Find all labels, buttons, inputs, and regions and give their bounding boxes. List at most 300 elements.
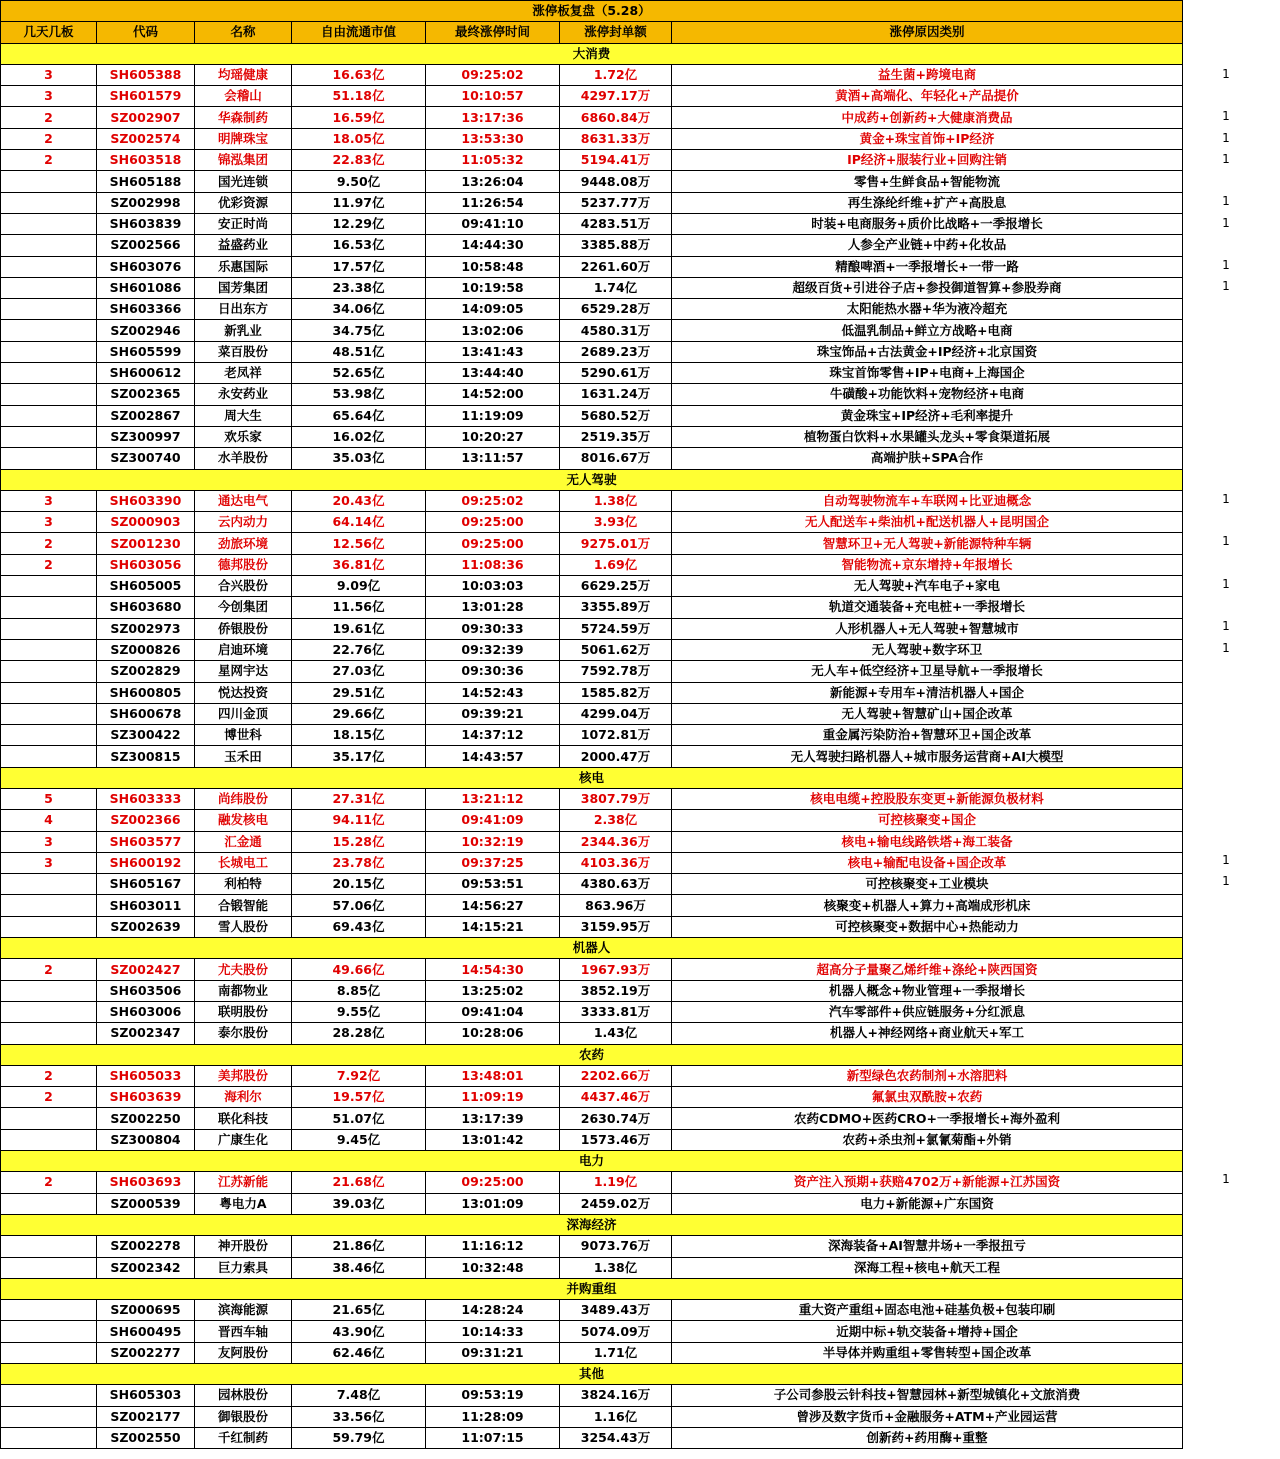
cell-code: SZ000539 — [97, 1193, 195, 1214]
cell-final-limit-time: 13:17:39 — [426, 1108, 560, 1129]
cell-code: SH603680 — [97, 597, 195, 618]
cell-name: 合锻智能 — [195, 895, 292, 916]
cell-name: 劲旅环境 — [195, 533, 292, 554]
cell-days — [1, 213, 97, 234]
cell-final-limit-time: 09:30:36 — [426, 661, 560, 682]
cell-final-limit-time: 11:28:09 — [426, 1406, 560, 1427]
cell-code: SZ300997 — [97, 426, 195, 447]
cell-reason: 可控核聚变+国企 — [672, 810, 1183, 831]
cell-free-float-cap: 51.07亿 — [292, 1108, 426, 1129]
cell-seal-amount: 1072.81万 — [560, 725, 672, 746]
cell-code: SH605005 — [97, 576, 195, 597]
cell-final-limit-time: 11:19:09 — [426, 405, 560, 426]
cell-days — [1, 639, 97, 660]
cell-final-limit-time: 14:15:21 — [426, 916, 560, 937]
cell-code: SH605033 — [97, 1065, 195, 1086]
cell-name: 博世科 — [195, 725, 292, 746]
side-mark: 1 — [1222, 874, 1230, 889]
cell-days: 2 — [1, 554, 97, 575]
cell-name: 友阿股份 — [195, 1342, 292, 1363]
cell-free-float-cap: 65.64亿 — [292, 405, 426, 426]
cell-free-float-cap: 43.90亿 — [292, 1321, 426, 1342]
cell-name: 国光连锁 — [195, 171, 292, 192]
cell-days — [1, 725, 97, 746]
cell-code: SZ002347 — [97, 1023, 195, 1044]
cell-seal-amount: 1.38亿 — [560, 1257, 672, 1278]
cell-free-float-cap: 18.05亿 — [292, 128, 426, 149]
cell-days — [1, 1385, 97, 1406]
cell-seal-amount: 5680.52万 — [560, 405, 672, 426]
table-row — [1, 490, 1183, 511]
cell-name: 德邦股份 — [195, 554, 292, 575]
cell-seal-amount: 4297.17万 — [560, 86, 672, 107]
cell-code: SZ002277 — [97, 1342, 195, 1363]
cell-days: 3 — [1, 831, 97, 852]
cell-free-float-cap: 7.48亿 — [292, 1385, 426, 1406]
cell-seal-amount: 2630.74万 — [560, 1108, 672, 1129]
cell-days — [1, 1193, 97, 1214]
cell-seal-amount: 6529.28万 — [560, 299, 672, 320]
table-row — [1, 554, 1183, 575]
cell-reason: 无人配送车+柴油机+配送机器人+昆明国企 — [672, 512, 1183, 533]
side-mark: 1 — [1222, 619, 1230, 634]
cell-seal-amount: 2689.23万 — [560, 341, 672, 362]
cell-free-float-cap: 21.65亿 — [292, 1300, 426, 1321]
cell-free-float-cap: 23.78亿 — [292, 852, 426, 873]
cell-final-limit-time: 11:08:36 — [426, 554, 560, 575]
table-row — [1, 192, 1183, 213]
cell-name: 会稽山 — [195, 86, 292, 107]
cell-final-limit-time: 14:09:05 — [426, 299, 560, 320]
cell-seal-amount: 3852.19万 — [560, 980, 672, 1001]
cell-reason: 牛磺酸+功能饮料+宠物经济+电商 — [672, 384, 1183, 405]
table-row — [1, 661, 1183, 682]
cell-free-float-cap: 20.15亿 — [292, 874, 426, 895]
cell-seal-amount: 4299.04万 — [560, 703, 672, 724]
cell-reason: 无人驾驶+数字环卫 — [672, 639, 1183, 660]
cell-days: 2 — [1, 959, 97, 980]
cell-code: SH603639 — [97, 1087, 195, 1108]
cell-final-limit-time: 10:32:48 — [426, 1257, 560, 1278]
cell-days — [1, 384, 97, 405]
cell-name: 益盛药业 — [195, 235, 292, 256]
cell-days — [1, 1129, 97, 1150]
cell-days — [1, 618, 97, 639]
cell-seal-amount: 8016.67万 — [560, 448, 672, 469]
cell-name: 晋西车轴 — [195, 1321, 292, 1342]
section-title: 无人驾驶 — [1, 469, 1183, 490]
table-row — [1, 299, 1183, 320]
cell-code: SH603518 — [97, 150, 195, 171]
cell-seal-amount: 4283.51万 — [560, 213, 672, 234]
header-free-float-cap: 自由流通市值 — [292, 22, 426, 43]
cell-free-float-cap: 52.65亿 — [292, 363, 426, 384]
cell-free-float-cap: 9.45亿 — [292, 1129, 426, 1150]
cell-reason: IP经济+服装行业+回购注销 — [672, 150, 1183, 171]
cell-free-float-cap: 62.46亿 — [292, 1342, 426, 1363]
cell-code: SZ000826 — [97, 639, 195, 660]
cell-seal-amount: 863.96万 — [560, 895, 672, 916]
cell-days — [1, 1406, 97, 1427]
cell-free-float-cap: 48.51亿 — [292, 341, 426, 362]
table-row — [1, 64, 1183, 85]
cell-seal-amount: 1.72亿 — [560, 64, 672, 85]
section-row — [1, 43, 1183, 64]
cell-days: 3 — [1, 852, 97, 873]
cell-seal-amount: 1631.24万 — [560, 384, 672, 405]
cell-final-limit-time: 11:16:12 — [426, 1236, 560, 1257]
cell-final-limit-time: 14:43:57 — [426, 746, 560, 767]
cell-final-limit-time: 13:26:04 — [426, 171, 560, 192]
cell-code: SZ002946 — [97, 320, 195, 341]
cell-reason: 半导体并购重组+零售转型+国企改革 — [672, 1342, 1183, 1363]
cell-code: SH600192 — [97, 852, 195, 873]
cell-seal-amount: 1585.82万 — [560, 682, 672, 703]
table-row — [1, 320, 1183, 341]
cell-name: 周大生 — [195, 405, 292, 426]
cell-code: SZ002177 — [97, 1406, 195, 1427]
table-row — [1, 256, 1183, 277]
cell-seal-amount: 2202.66万 — [560, 1065, 672, 1086]
cell-days — [1, 682, 97, 703]
cell-code: SZ002907 — [97, 107, 195, 128]
cell-reason: 黄金珠宝+IP经济+毛利率提升 — [672, 405, 1183, 426]
cell-days: 3 — [1, 64, 97, 85]
cell-days — [1, 363, 97, 384]
cell-days: 2 — [1, 1065, 97, 1086]
table-row — [1, 1023, 1183, 1044]
table-row — [1, 171, 1183, 192]
cell-code: SH603056 — [97, 554, 195, 575]
section-title: 核电 — [1, 767, 1183, 788]
cell-final-limit-time: 11:07:15 — [426, 1427, 560, 1448]
cell-days — [1, 874, 97, 895]
cell-free-float-cap: 16.53亿 — [292, 235, 426, 256]
cell-days — [1, 597, 97, 618]
cell-code: SZ002574 — [97, 128, 195, 149]
cell-seal-amount: 5194.41万 — [560, 150, 672, 171]
cell-reason: 中成药+创新药+大健康消费品 — [672, 107, 1183, 128]
cell-seal-amount: 3489.43万 — [560, 1300, 672, 1321]
table-row — [1, 597, 1183, 618]
cell-name: 汇金通 — [195, 831, 292, 852]
cell-reason: 可控核聚变+数据中心+热能动力 — [672, 916, 1183, 937]
cell-name: 今创集团 — [195, 597, 292, 618]
header-name: 名称 — [195, 22, 292, 43]
cell-days: 3 — [1, 512, 97, 533]
cell-reason: 核电+输电线路铁塔+海工装备 — [672, 831, 1183, 852]
cell-final-limit-time: 09:32:39 — [426, 639, 560, 660]
cell-final-limit-time: 11:26:54 — [426, 192, 560, 213]
cell-name: 悦达投资 — [195, 682, 292, 703]
side-mark: 1 — [1222, 109, 1230, 124]
cell-free-float-cap: 38.46亿 — [292, 1257, 426, 1278]
cell-free-float-cap: 28.28亿 — [292, 1023, 426, 1044]
cell-days: 5 — [1, 788, 97, 809]
cell-days — [1, 661, 97, 682]
cell-final-limit-time: 13:44:40 — [426, 363, 560, 384]
table-row — [1, 512, 1183, 533]
cell-code: SZ300815 — [97, 746, 195, 767]
cell-reason: 时装+电商服务+质价比战略+一季报增长 — [672, 213, 1183, 234]
cell-reason: 无人驾驶扫路机器人+城市服务运营商+AI大模型 — [672, 746, 1183, 767]
cell-days — [1, 299, 97, 320]
cell-free-float-cap: 94.11亿 — [292, 810, 426, 831]
cell-days — [1, 895, 97, 916]
table-row — [1, 363, 1183, 384]
cell-seal-amount: 9448.08万 — [560, 171, 672, 192]
side-mark: 1 — [1222, 130, 1230, 145]
cell-days: 2 — [1, 150, 97, 171]
cell-reason: 轨道交通装备+充电桩+一季报增长 — [672, 597, 1183, 618]
cell-free-float-cap: 16.59亿 — [292, 107, 426, 128]
cell-final-limit-time: 14:44:30 — [426, 235, 560, 256]
cell-name: 云内动力 — [195, 512, 292, 533]
cell-name: 永安药业 — [195, 384, 292, 405]
cell-free-float-cap: 34.06亿 — [292, 299, 426, 320]
cell-seal-amount: 5061.62万 — [560, 639, 672, 660]
cell-free-float-cap: 29.66亿 — [292, 703, 426, 724]
cell-final-limit-time: 10:20:27 — [426, 426, 560, 447]
cell-seal-amount: 5074.09万 — [560, 1321, 672, 1342]
side-mark: 1 — [1222, 215, 1230, 230]
table-row — [1, 1172, 1183, 1193]
cell-name: 明牌珠宝 — [195, 128, 292, 149]
cell-name: 菜百股份 — [195, 341, 292, 362]
cell-final-limit-time: 09:53:19 — [426, 1385, 560, 1406]
cell-reason: 人形机器人+无人驾驶+智慧城市 — [672, 618, 1183, 639]
table-row — [1, 235, 1183, 256]
cell-seal-amount: 9275.01万 — [560, 533, 672, 554]
cell-reason: 黄酒+高端化、年轻化+产品提价 — [672, 86, 1183, 107]
cell-seal-amount: 2344.36万 — [560, 831, 672, 852]
table-row — [1, 426, 1183, 447]
cell-seal-amount: 1573.46万 — [560, 1129, 672, 1150]
cell-reason: 无人车+低空经济+卫星导航+一季报增长 — [672, 661, 1183, 682]
cell-reason: 高端护肤+SPA合作 — [672, 448, 1183, 469]
cell-final-limit-time: 13:25:02 — [426, 980, 560, 1001]
cell-final-limit-time: 14:52:43 — [426, 682, 560, 703]
cell-free-float-cap: 11.97亿 — [292, 192, 426, 213]
cell-code: SZ002342 — [97, 1257, 195, 1278]
section-row — [1, 1151, 1183, 1172]
cell-name: 雪人股份 — [195, 916, 292, 937]
cell-days — [1, 405, 97, 426]
header-days: 几天几板 — [1, 22, 97, 43]
cell-code: SH601579 — [97, 86, 195, 107]
cell-seal-amount: 4580.31万 — [560, 320, 672, 341]
cell-reason: 农药CDMO+医药CRO+一季报增长+海外盈利 — [672, 1108, 1183, 1129]
cell-final-limit-time: 09:30:33 — [426, 618, 560, 639]
cell-free-float-cap: 34.75亿 — [292, 320, 426, 341]
cell-reason: 人参全产业链+中药+化妆品 — [672, 235, 1183, 256]
cell-final-limit-time: 14:54:30 — [426, 959, 560, 980]
cell-final-limit-time: 13:48:01 — [426, 1065, 560, 1086]
cell-free-float-cap: 16.63亿 — [292, 64, 426, 85]
cell-code: SH600612 — [97, 363, 195, 384]
cell-seal-amount: 9073.76万 — [560, 1236, 672, 1257]
cell-final-limit-time: 13:01:28 — [426, 597, 560, 618]
cell-code: SZ002550 — [97, 1427, 195, 1448]
section-title: 其他 — [1, 1364, 1183, 1385]
cell-reason: 可控核聚变+工业模块 — [672, 874, 1183, 895]
side-mark: 1 — [1222, 534, 1230, 549]
cell-reason: 低温乳制品+鲜立方战略+电商 — [672, 320, 1183, 341]
sheet-title: 涨停板复盘（5.28） — [1, 1, 1183, 22]
cell-name: 南都物业 — [195, 980, 292, 1001]
cell-days — [1, 171, 97, 192]
cell-free-float-cap: 16.02亿 — [292, 426, 426, 447]
table-row — [1, 1257, 1183, 1278]
cell-final-limit-time: 09:41:09 — [426, 810, 560, 831]
section-title: 电力 — [1, 1151, 1183, 1172]
cell-days: 2 — [1, 1087, 97, 1108]
cell-free-float-cap: 27.03亿 — [292, 661, 426, 682]
cell-name: 美邦股份 — [195, 1065, 292, 1086]
section-row — [1, 469, 1183, 490]
cell-seal-amount: 3333.81万 — [560, 1001, 672, 1022]
cell-name: 星网宇达 — [195, 661, 292, 682]
cell-code: SH603506 — [97, 980, 195, 1001]
cell-name: 泰尔股份 — [195, 1023, 292, 1044]
section-row — [1, 1278, 1183, 1299]
cell-days — [1, 1108, 97, 1129]
cell-reason: 植物蛋白饮料+水果罐头龙头+零食渠道拓展 — [672, 426, 1183, 447]
table-row — [1, 1065, 1183, 1086]
side-mark: 1 — [1222, 640, 1230, 655]
cell-code: SZ002867 — [97, 405, 195, 426]
header-seal-amount: 涨停封单额 — [560, 22, 672, 43]
cell-reason: 珠宝首饰零售+IP+电商+上海国企 — [672, 363, 1183, 384]
section-row — [1, 1364, 1183, 1385]
cell-days — [1, 980, 97, 1001]
cell-code: SZ002973 — [97, 618, 195, 639]
table-row — [1, 213, 1183, 234]
cell-free-float-cap: 12.56亿 — [292, 533, 426, 554]
table-row — [1, 874, 1183, 895]
cell-name: 均瑶健康 — [195, 64, 292, 85]
cell-free-float-cap: 9.55亿 — [292, 1001, 426, 1022]
cell-free-float-cap: 39.03亿 — [292, 1193, 426, 1214]
table-row — [1, 1300, 1183, 1321]
cell-code: SZ000695 — [97, 1300, 195, 1321]
cell-code: SH605167 — [97, 874, 195, 895]
cell-final-limit-time: 10:32:19 — [426, 831, 560, 852]
cell-days — [1, 746, 97, 767]
cell-code: SZ002566 — [97, 235, 195, 256]
table-row — [1, 639, 1183, 660]
title-row — [1, 1, 1183, 22]
cell-code: SH603006 — [97, 1001, 195, 1022]
cell-free-float-cap: 23.38亿 — [292, 277, 426, 298]
cell-name: 四川金顶 — [195, 703, 292, 724]
table-row — [1, 831, 1183, 852]
cell-final-limit-time: 10:03:03 — [426, 576, 560, 597]
cell-name: 尤夫股份 — [195, 959, 292, 980]
cell-name: 广康生化 — [195, 1129, 292, 1150]
cell-reason: 近期中标+轨交装备+增持+国企 — [672, 1321, 1183, 1342]
cell-final-limit-time: 11:09:19 — [426, 1087, 560, 1108]
cell-seal-amount: 3355.89万 — [560, 597, 672, 618]
cell-days: 2 — [1, 128, 97, 149]
cell-reason: 超级百货+引进谷子店+参投御道智算+参股券商 — [672, 277, 1183, 298]
cell-name: 水羊股份 — [195, 448, 292, 469]
cell-code: SZ002829 — [97, 661, 195, 682]
cell-code: SH603333 — [97, 788, 195, 809]
side-mark: 1 — [1222, 491, 1230, 506]
cell-name: 乐惠国际 — [195, 256, 292, 277]
cell-final-limit-time: 13:41:43 — [426, 341, 560, 362]
cell-seal-amount: 4437.46万 — [560, 1087, 672, 1108]
table-row — [1, 448, 1183, 469]
cell-name: 巨力索具 — [195, 1257, 292, 1278]
cell-reason: 零售+生鲜食品+智能物流 — [672, 171, 1183, 192]
cell-name: 玉禾田 — [195, 746, 292, 767]
side-mark: 1 — [1222, 279, 1230, 294]
cell-code: SZ000903 — [97, 512, 195, 533]
cell-days — [1, 192, 97, 213]
cell-name: 老凤祥 — [195, 363, 292, 384]
table-row — [1, 725, 1183, 746]
cell-free-float-cap: 21.86亿 — [292, 1236, 426, 1257]
cell-seal-amount: 1.16亿 — [560, 1406, 672, 1427]
table-row — [1, 533, 1183, 554]
cell-final-limit-time: 10:10:57 — [426, 86, 560, 107]
cell-code: SZ002278 — [97, 1236, 195, 1257]
cell-free-float-cap: 35.17亿 — [292, 746, 426, 767]
cell-final-limit-time: 14:28:24 — [426, 1300, 560, 1321]
cell-name: 海利尔 — [195, 1087, 292, 1108]
cell-days: 3 — [1, 490, 97, 511]
cell-code: SZ300740 — [97, 448, 195, 469]
section-row — [1, 1214, 1183, 1235]
cell-code: SH605388 — [97, 64, 195, 85]
cell-seal-amount: 1967.93万 — [560, 959, 672, 980]
cell-free-float-cap: 19.57亿 — [292, 1087, 426, 1108]
cell-seal-amount: 2519.35万 — [560, 426, 672, 447]
cell-seal-amount: 5724.59万 — [560, 618, 672, 639]
cell-free-float-cap: 20.43亿 — [292, 490, 426, 511]
cell-reason: 黄金+珠宝首饰+IP经济 — [672, 128, 1183, 149]
cell-name: 日出东方 — [195, 299, 292, 320]
cell-reason: 电力+新能源+广东国资 — [672, 1193, 1183, 1214]
cell-free-float-cap: 22.83亿 — [292, 150, 426, 171]
cell-name: 滨海能源 — [195, 1300, 292, 1321]
table-row — [1, 746, 1183, 767]
cell-days — [1, 256, 97, 277]
side-mark: 1 — [1222, 194, 1230, 209]
cell-days — [1, 916, 97, 937]
cell-reason: 无人驾驶+汽车电子+家电 — [672, 576, 1183, 597]
cell-seal-amount: 2261.60万 — [560, 256, 672, 277]
header-final-limit-time: 最终涨停时间 — [426, 22, 560, 43]
cell-seal-amount: 1.74亿 — [560, 277, 672, 298]
cell-free-float-cap: 22.76亿 — [292, 639, 426, 660]
cell-name: 神开股份 — [195, 1236, 292, 1257]
cell-seal-amount: 7592.78万 — [560, 661, 672, 682]
cell-final-limit-time: 09:25:02 — [426, 64, 560, 85]
cell-name: 融发核电 — [195, 810, 292, 831]
cell-final-limit-time: 09:41:10 — [426, 213, 560, 234]
cell-code: SZ002427 — [97, 959, 195, 980]
table-row — [1, 980, 1183, 1001]
table-row — [1, 618, 1183, 639]
cell-free-float-cap: 51.18亿 — [292, 86, 426, 107]
table-row — [1, 341, 1183, 362]
cell-seal-amount: 3159.95万 — [560, 916, 672, 937]
cell-name: 启迪环境 — [195, 639, 292, 660]
cell-code: SH603577 — [97, 831, 195, 852]
